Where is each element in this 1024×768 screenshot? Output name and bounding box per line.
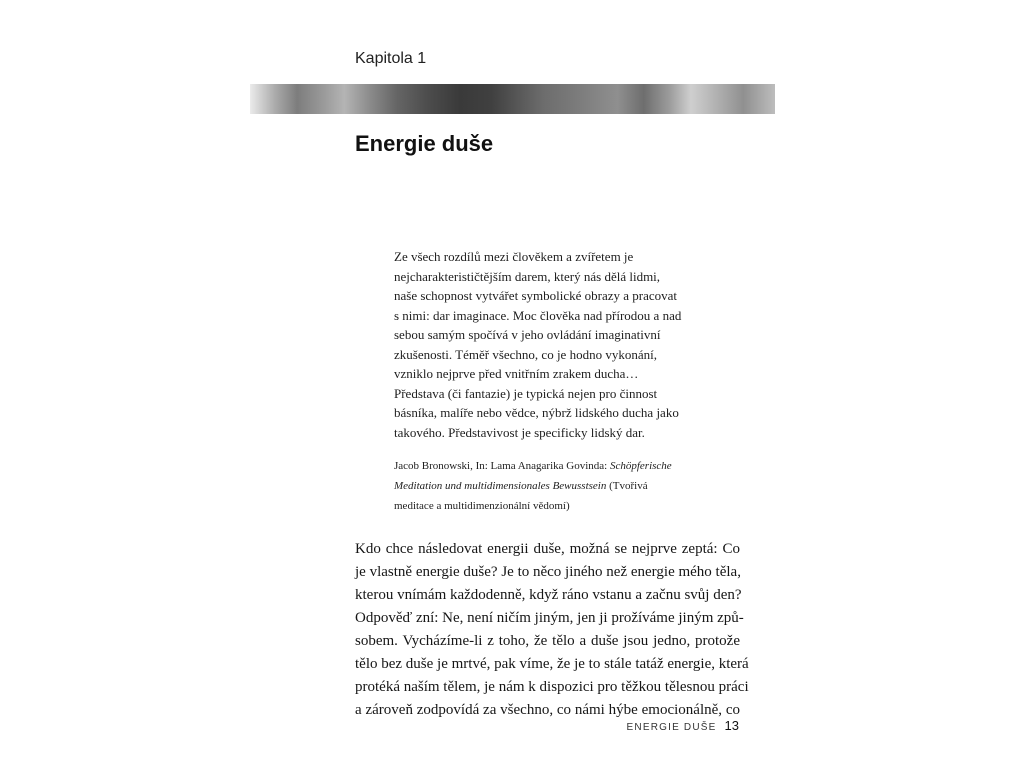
attribution-author: Jacob Bronowski, In: Lama Anagarika Govinda: — [394, 460, 610, 472]
chapter-label: Kapitola 1 — [355, 50, 427, 67]
epigraph-line: sebou samým spočívá v jeho ovládání imaginativní — [394, 327, 661, 342]
body-line: sobem. Vycházíme-li z toho, že tělo a duše jsou jedno, protože — [355, 633, 740, 649]
body-line: tělo bez duše je mrtvé, pak víme, že je to stále tatáž energie, která — [355, 656, 749, 672]
epigraph-line: naše schopnost vytvářet symbolické obrazy a pracovat — [394, 288, 678, 303]
attribution-book-title: Schöpferische — [609, 460, 672, 472]
running-head: ENERGIE DUŠE — [626, 722, 717, 733]
attribution-book-title-cont: Meditation und multidimensionales Bewusstsein — [394, 480, 607, 492]
epigraph-line: zkušenosti. Téměř všechno, co je hodno vykonání, — [394, 346, 657, 362]
epigraph-line: takového. Představivost je specificky lidský dar. — [394, 424, 645, 440]
body-line: protéká naším tělem, je nám k dispozici pro těžkou tělesnou práci — [355, 679, 749, 695]
epigraph-quote — [394, 247, 739, 442]
attribution-translation: (Tvořivá — [606, 480, 648, 492]
epigraph-line: Ze všech rozdílů mezi člověkem a zvířetem je — [394, 249, 634, 264]
page-number: 13 — [724, 718, 739, 733]
body-line: je vlastně energie duše? Je to něco jiného než energie mého těla, — [355, 564, 741, 580]
attribution-line: meditace a multidimenzionální vědomí) — [394, 500, 570, 512]
attribution-line — [394, 476, 739, 496]
page-footer — [627, 718, 739, 733]
chapter-gradient-bar — [250, 84, 775, 114]
body-line: kterou vnímám každodenně, když ráno vstanu a začnu svůj den? — [355, 587, 742, 603]
body-line: Kdo chce následovat energii duše, možná se nejprve zeptá: Co — [355, 541, 740, 557]
body-line: Odpověď zní: Ne, není ničím jiným, jen ji prožíváme jiným způ- — [355, 610, 744, 626]
epigraph-line: básníka, malíře nebo vědce, nýbrž lidského ducha jako — [394, 405, 679, 420]
epigraph-line: nejcharakterističtějším darem, který nás dělá lidmi, — [394, 268, 661, 284]
page-title: Energie duše — [355, 131, 494, 156]
epigraph-attribution — [394, 456, 739, 516]
epigraph-line: s nimi: dar imaginace. Moc člověka nad přírodou a nad — [394, 307, 682, 323]
attribution-line — [394, 456, 739, 476]
epigraph-line: Představa (či fantazie) je typická nejen pro činnost — [394, 385, 658, 401]
epigraph-line: vzniklo nejprve před vnitřním zrakem ducha… — [394, 366, 639, 381]
body-paragraph — [355, 538, 749, 722]
body-line: a zároveň zodpovídá za všechno, co námi hýbe emocionálně, co — [355, 702, 740, 718]
